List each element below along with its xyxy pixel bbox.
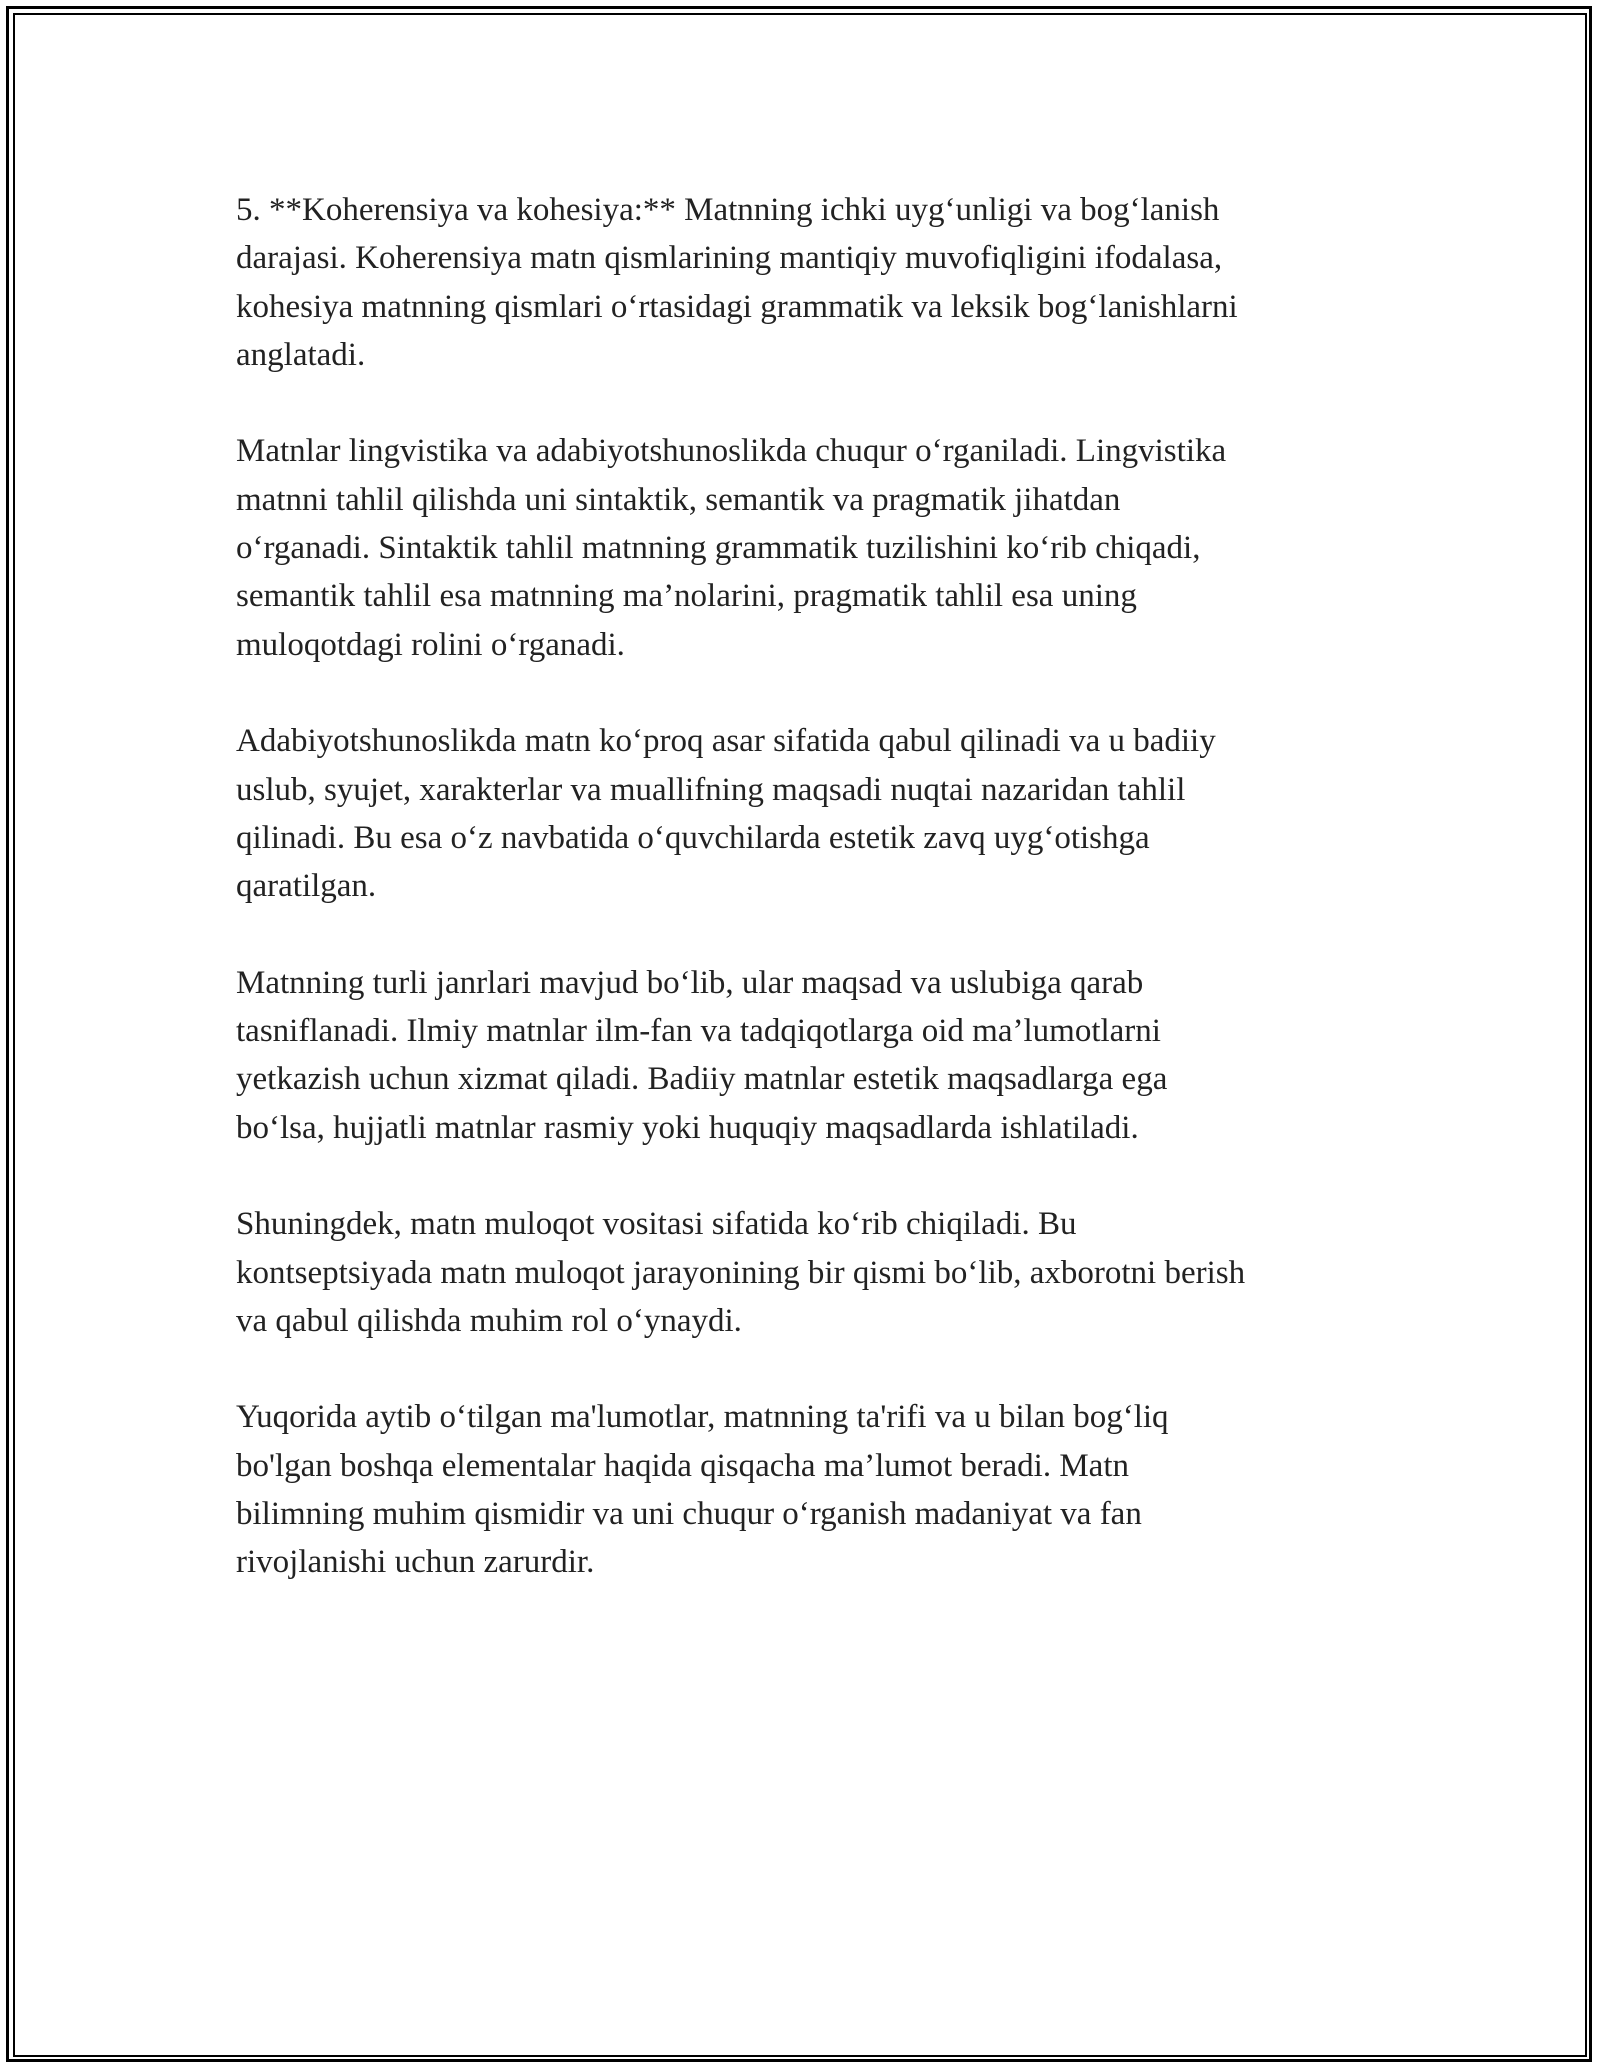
text-line: bilimning muhim qismidir va uni chuqur o‘rganish madaniyat va fan	[236, 1496, 1142, 1533]
text-line: qaratilgan.	[236, 868, 377, 905]
text-line: tasniflanadi. Ilmiy matnlar ilm-fan va tadqiqotlarga oid ma’lumotlarni	[236, 1013, 1161, 1050]
text-line: yetkazish uchun xizmat qiladi. Badiiy matnlar estetik maqsadlarga ega	[236, 1061, 1168, 1098]
paragraph-linguistics	[236, 427, 1376, 668]
text-line: uslub, syujet, xarakterlar va muallifning maqsadi nuqtai nazaridan tahlil	[236, 771, 1186, 808]
text-line: Matnlar lingvistika va adabiyotshunoslikda chuqur o‘rganiladi. Lingvistika	[236, 433, 1227, 470]
text-line: qilinadi. Bu esa o‘z navbatida o‘quvchilarda estetik zavq uyg‘otishga	[236, 819, 1150, 856]
document-body	[236, 186, 1376, 1635]
paragraph-communication	[236, 1200, 1376, 1345]
text-line: Adabiyotshunoslikda matn ko‘proq asar sifatida qabul qilinadi va u badiiy	[236, 723, 1216, 760]
text-line: Matnning turli janrlari mavjud bo‘lib, ular maqsad va uslubiga qarab	[236, 964, 1144, 1001]
text-line: muloqotdagi rolini o‘rganadi.	[236, 626, 625, 663]
paragraph-genres	[236, 959, 1376, 1152]
text-line: anglatadi.	[236, 336, 366, 373]
text-line: kontseptsiyada matn muloqot jarayonining bir qismi bo‘lib, axborotni berish	[236, 1254, 1246, 1291]
text-line: rivojlanishi uchun zarurdir.	[236, 1544, 595, 1581]
text-line: bo'lgan boshqa elementalar haqida qisqacha ma’lumot beradi. Matn	[236, 1447, 1129, 1484]
text-line: kohesiya matnning qismlari o‘rtasidagi grammatik va leksik bog‘lanishlarni	[236, 288, 1238, 325]
paragraph-conclusion	[236, 1393, 1376, 1586]
text-line: 5. **Koherensiya va kohesiya:** Matnning ichki uyg‘unligi va bog‘lanish	[236, 192, 1220, 228]
paragraph-literary-studies	[236, 717, 1376, 910]
text-line: bo‘lsa, hujjatli matnlar rasmiy yoki huquqiy maqsadlarda ishlatiladi.	[236, 1109, 1139, 1146]
text-line: Yuqorida aytib o‘tilgan ma'lumotlar, matnning ta'rifi va u bilan bog‘liq	[236, 1399, 1169, 1436]
text-line: va qabul qilishda muhim rol o‘ynaydi.	[236, 1302, 742, 1339]
text-line: darajasi. Koherensiya matn qismlarining mantiqiy muvofiqligini ifodalasa,	[236, 240, 1223, 277]
paragraph-coherence	[236, 186, 1376, 379]
text-line: o‘rganadi. Sintaktik tahlil matnning grammatik tuzilishini ko‘rib chiqadi,	[236, 530, 1201, 567]
text-line: Shuningdek, matn muloqot vositasi sifatida ko‘rib chiqiladi. Bu	[236, 1206, 1077, 1243]
text-line: semantik tahlil esa matnning ma’nolarini, pragmatik tahlil esa uning	[236, 578, 1137, 615]
text-line: matnni tahlil qilishda uni sintaktik, semantik va pragmatik jihatdan	[236, 481, 1121, 518]
